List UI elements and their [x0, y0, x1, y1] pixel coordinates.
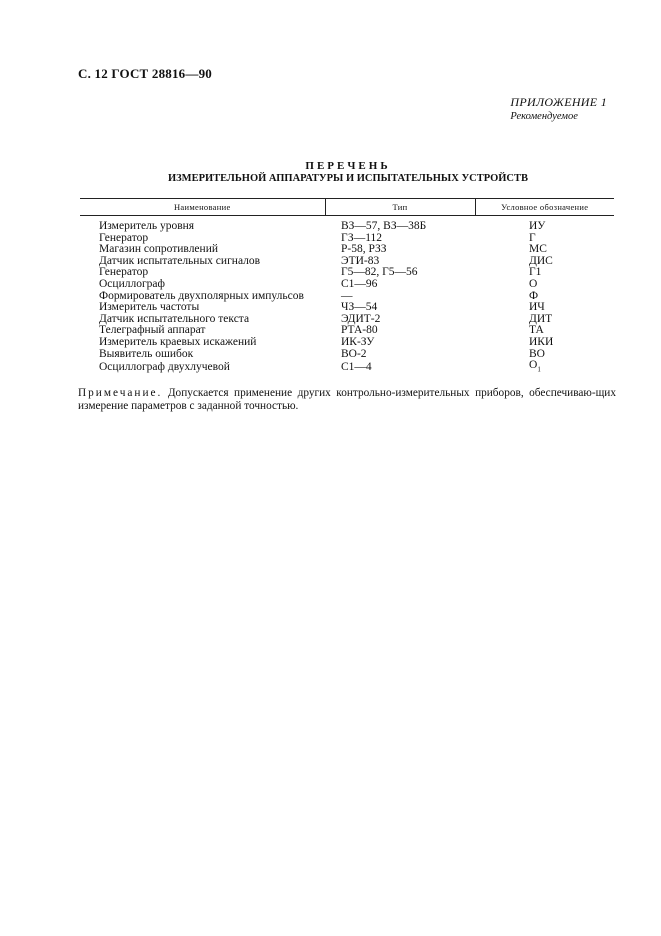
cell-designation: $О_1$ [529, 359, 541, 374]
cell-name: Магазин сопротивлений [99, 243, 218, 256]
cell-type: Р-58, РЗЗ [341, 243, 387, 256]
cell-designation: ИУ [529, 220, 546, 232]
cell-designation: ИКИ [529, 335, 554, 348]
cell-type: ЧЗ—54 [341, 301, 378, 314]
cell-name: Выявитель ошибок [99, 347, 194, 360]
cell-name: Измеритель частоты [99, 301, 200, 314]
cell-type: ЭДИТ-2 [341, 312, 381, 325]
table-row [80, 216, 614, 233]
cell-designation: О [529, 277, 538, 290]
table-row [80, 302, 614, 314]
table-body [80, 216, 614, 377]
cell-type: ГЗ—112 [341, 231, 383, 244]
cell-name: Измеритель краевых искажений [99, 335, 257, 348]
cell-type: ВЗ—57, ВЗ—38Б [341, 220, 427, 232]
cell-name: Генератор [99, 231, 149, 244]
cell-name: Датчик испытательных сигналов [99, 254, 261, 267]
cell-designation: Г1 [529, 266, 542, 279]
column-header-designation: Условное обозначение [475, 199, 614, 216]
cell-type: Г5—82, Г5—56 [341, 266, 418, 279]
cell-designation: Ф [529, 289, 539, 302]
cell-designation: ИЧ [529, 301, 545, 314]
appendix-status: Рекомендуемое [510, 111, 578, 122]
cell-type: ВО-2 [341, 347, 367, 360]
cell-name: Измеритель уровня [99, 220, 195, 232]
title-line-2: ИЗМЕРИТЕЛЬНОЙ АППАРАТУРЫ И ИСПЫТАТЕЛЬНЫХ УСТРОЙСТВ [167, 173, 529, 184]
note-text: Допускается применение других контрольно-измерительных приборов, обеспечиваю-щих измерение параметров с заданной точностью. [78, 387, 616, 412]
cell-designation: ДИС [529, 254, 553, 267]
table-header-row [80, 199, 614, 216]
table-row [80, 360, 614, 376]
cell-designation: МС [529, 243, 547, 256]
equipment-table [80, 198, 614, 376]
cell-name: Формирователь двухполярных импульсов [99, 289, 304, 302]
appendix-label [510, 95, 607, 122]
cell-type: — [341, 289, 353, 302]
cell-type: ЭТИ-83 [341, 254, 380, 267]
cell-type: ИК-ЗУ [341, 335, 375, 348]
cell-designation: Г [529, 231, 536, 244]
cell-designation: ТА [529, 324, 544, 337]
note-lead: Примечание. [78, 387, 163, 399]
note-paragraph [78, 387, 616, 413]
cell-name: Датчик испытательного текста [99, 312, 250, 325]
cell-name: Генератор [99, 266, 149, 279]
document-title [78, 160, 618, 184]
cell-designation: ВО [529, 347, 545, 360]
cell-designation: ДИТ [529, 312, 553, 325]
cell-type: С1—4 [341, 361, 372, 374]
cell-name: Осциллограф [99, 277, 165, 290]
cell-name: Телеграфный аппарат [99, 324, 206, 337]
table-row [80, 337, 614, 349]
cell-type: С1—96 [341, 277, 378, 290]
designation-subscript: 1 [537, 365, 541, 374]
cell-name: Осциллограф двухлучевой [99, 361, 230, 374]
table-row [80, 279, 614, 291]
column-header-type: Тип [325, 199, 475, 216]
page-header: С. 12 ГОСТ 28816—90 [78, 66, 212, 81]
title-line-1: ПЕРЕЧЕНЬ [305, 160, 391, 172]
cell-type: РТА-80 [341, 324, 378, 337]
column-header-name: Наименование [80, 199, 325, 216]
appendix-number: ПРИЛОЖЕНИЕ 1 [510, 95, 607, 109]
